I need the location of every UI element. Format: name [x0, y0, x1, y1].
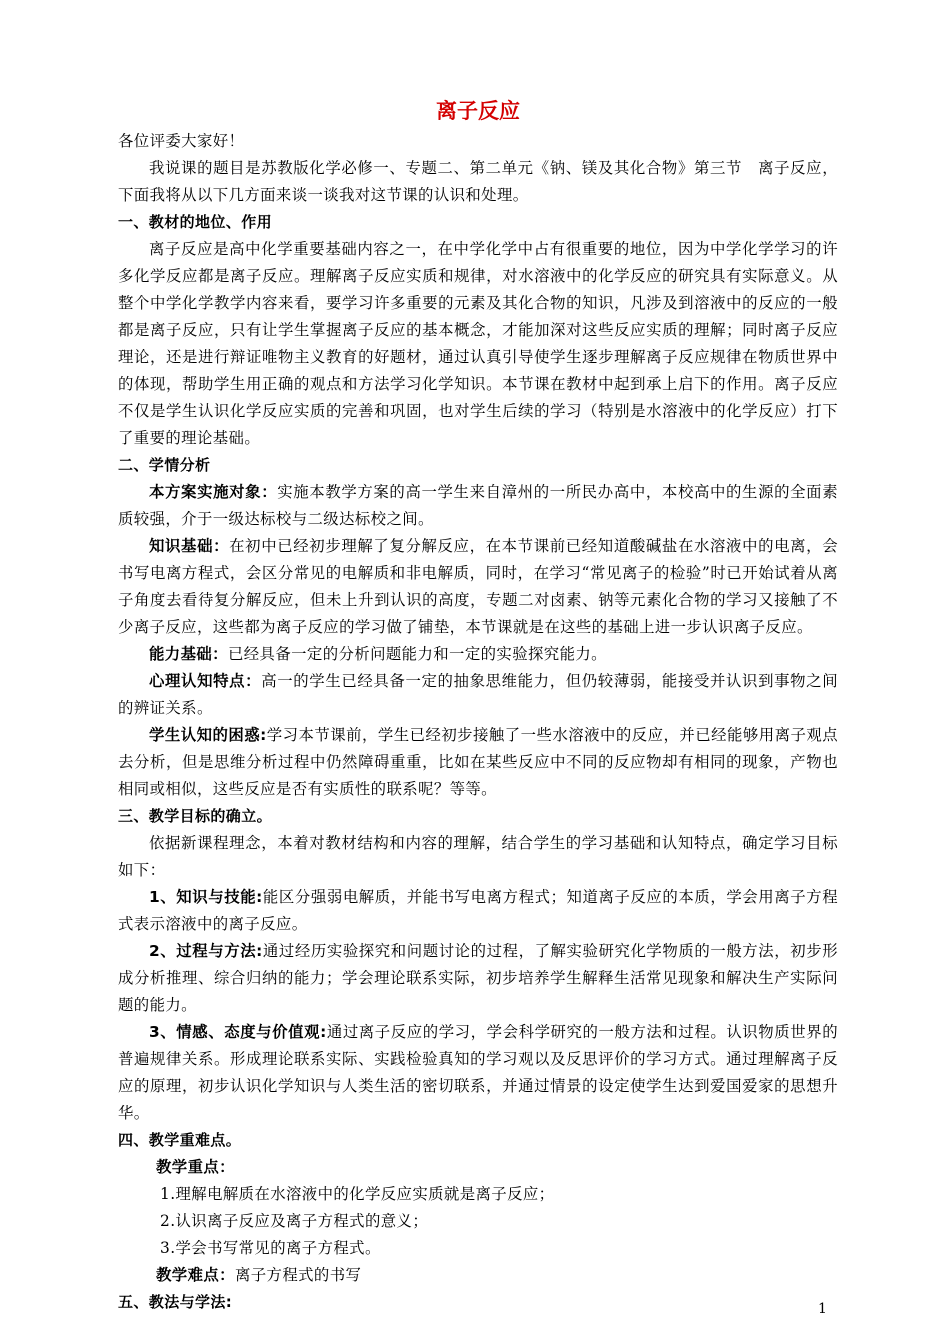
knowledge-base-text: 在初中已经初步理解了复分解反应，在本节课前已经知道酸碱盐在水溶液中的电离，会书写电离方程式，会区分常见的电解质和非电解质，同时，在学习“常见离子的检验”时已开始试着从离子角度去看待复分解反应，但未上升到认识的高度，专题二对卤素、钠等元素化合物的学习又接触了不少离子反应，这些都为离子反应的学习做了铺垫，本节课就是在这些的基础上进一步认识离子反应。: [118, 537, 838, 636]
greeting: 各位评委大家好！: [118, 132, 245, 150]
key-point-item: 3.学会书写常见的离子方程式。: [160, 1239, 381, 1257]
difficulty-label: 教学难点：: [156, 1266, 235, 1284]
section-1-paragraph: 离子反应是高中化学重要基础内容之一，在中学化学中占有很重要的地位，因为中学化学学习的许多化学反应都是离子反应。理解离子反应实质和规律，对水溶液中的化学反应的研究具有实际意义。从整个中学化学教学内容来看，要学习许多重要的元素及其化合物的知识，凡涉及到溶液中的反应的一般都是离子反应，只有让学生掌握离子反应的基本概念，才能加深对这些反应实质的理解；同时离子反应理论，还是进行辩证唯物主义教育的好题材，通过认真引导使学生逐步理解离子反应规律在物质世界中的体现，帮助学生用正确的观点和方法学习化学知识。本节课在教材中起到承上启下的作用。离子反应不仅是学生认识化学反应实质的完善和巩固，也对学生后续的学习（特别是水溶液中的化学反应）打下了重要的理论基础。: [118, 240, 838, 447]
intro-paragraph: 我说课的题目是苏教版化学必修一、专题二、第二单元《钠、镁及其化合物》第三节 离子反应，下面我将从以下几方面来谈一谈我对这节课的认识和处理。: [118, 159, 838, 204]
knowledge-base-label: 知识基础：: [149, 537, 230, 555]
key-points-label: 教学重点：: [156, 1158, 235, 1176]
goal-process-label: 2、过程与方法:: [149, 942, 263, 960]
key-point-item: 2.认识离子反应及离子方程式的意义；: [160, 1212, 429, 1230]
section-3-intro: 依据新课程理念，本着对教材结构和内容的理解，结合学生的学习基础和认知特点，确定学习目标如下：: [118, 834, 838, 879]
goal-knowledge-paragraph: [118, 884, 838, 938]
psychology-text: 高一的学生已经具备一定的抽象思维能力，但仍较薄弱，能接受并认识到事物之间的辨证关系。: [118, 672, 838, 717]
goal-knowledge-text: 能区分强弱电解质，并能书写电离方程式；知道离子反应的本质，学会用离子方程式表示溶液中的离子反应。: [118, 888, 838, 933]
key-point-item: 1.理解电解质在水溶液中的化学反应实质就是离子反应；: [160, 1185, 555, 1203]
confusion-paragraph: [118, 722, 838, 803]
target-students-label: 本方案实施对象：: [149, 483, 278, 501]
section-3-heading: 三、教学目标的确立。: [118, 807, 273, 825]
goal-knowledge-label: 1、知识与技能:: [149, 888, 263, 906]
goal-emotion-paragraph: [118, 1019, 838, 1127]
confusion-text: 学习本节课前，学生已经初步接触了一些水溶液中的反应，并已经能够用离子观点去分析，但是思维分析过程中仍然障碍重重，比如在某些反应中不同的反应物却有相同的现象，产物也相同或相似，这些反应是否有实质性的联系呢？等等。: [118, 726, 838, 798]
goal-emotion-label: 3、情感、态度与价值观:: [149, 1023, 327, 1041]
ability-base-paragraph: [118, 641, 838, 668]
section-1-heading: 一、教材的地位、作用: [118, 213, 273, 231]
ability-base-text: 已经具备一定的分析问题能力和一定的实验探究能力。: [227, 645, 607, 663]
document-page: [118, 96, 838, 1316]
psychology-label: 心理认知特点：: [149, 672, 262, 690]
section-5-heading: 五、教法与学法:: [118, 1293, 233, 1311]
goal-process-text: 通过经历实验探究和问题讨论的过程，了解实验研究化学物质的一般方法，初步形成分析推理、综合归纳的能力；学会理论联系实际，初步培养学生解释生活常见现象和解决生产实际问题的能力。: [118, 942, 838, 1014]
difficulty-paragraph: [118, 1262, 838, 1289]
difficulty-text: 离子方程式的书写: [234, 1266, 362, 1284]
target-students-paragraph: [118, 479, 838, 533]
target-students-text: 实施本教学方案的高一学生来自漳州的一所民办高中，本校高中的生源的全面素质较强，介于一级达标校与二级达标校之间。: [118, 483, 838, 528]
document-title: 离子反应: [436, 99, 520, 123]
section-2-heading: 二、学情分析: [118, 456, 211, 474]
page-number: 1: [818, 1301, 827, 1317]
knowledge-base-paragraph: [118, 533, 838, 641]
ability-base-label: 能力基础：: [149, 645, 228, 663]
section-4-heading: 四、教学重难点。: [118, 1131, 242, 1149]
psychology-paragraph: [118, 668, 838, 722]
goal-emotion-text: 通过离子反应的学习，学会科学研究的一般方法和过程。认识物质世界的普遍规律关系。形成理论联系实际、实践检验真知的学习观以及反思评价的学习方式。通过理解离子反应的原理，初步认识化学知识与人类生活的密切联系，并通过情景的设定使学生达到爱国爱家的思想升华。: [118, 1023, 838, 1122]
confusion-label: 学生认知的困惑:: [149, 726, 267, 744]
goal-process-paragraph: [118, 938, 838, 1019]
